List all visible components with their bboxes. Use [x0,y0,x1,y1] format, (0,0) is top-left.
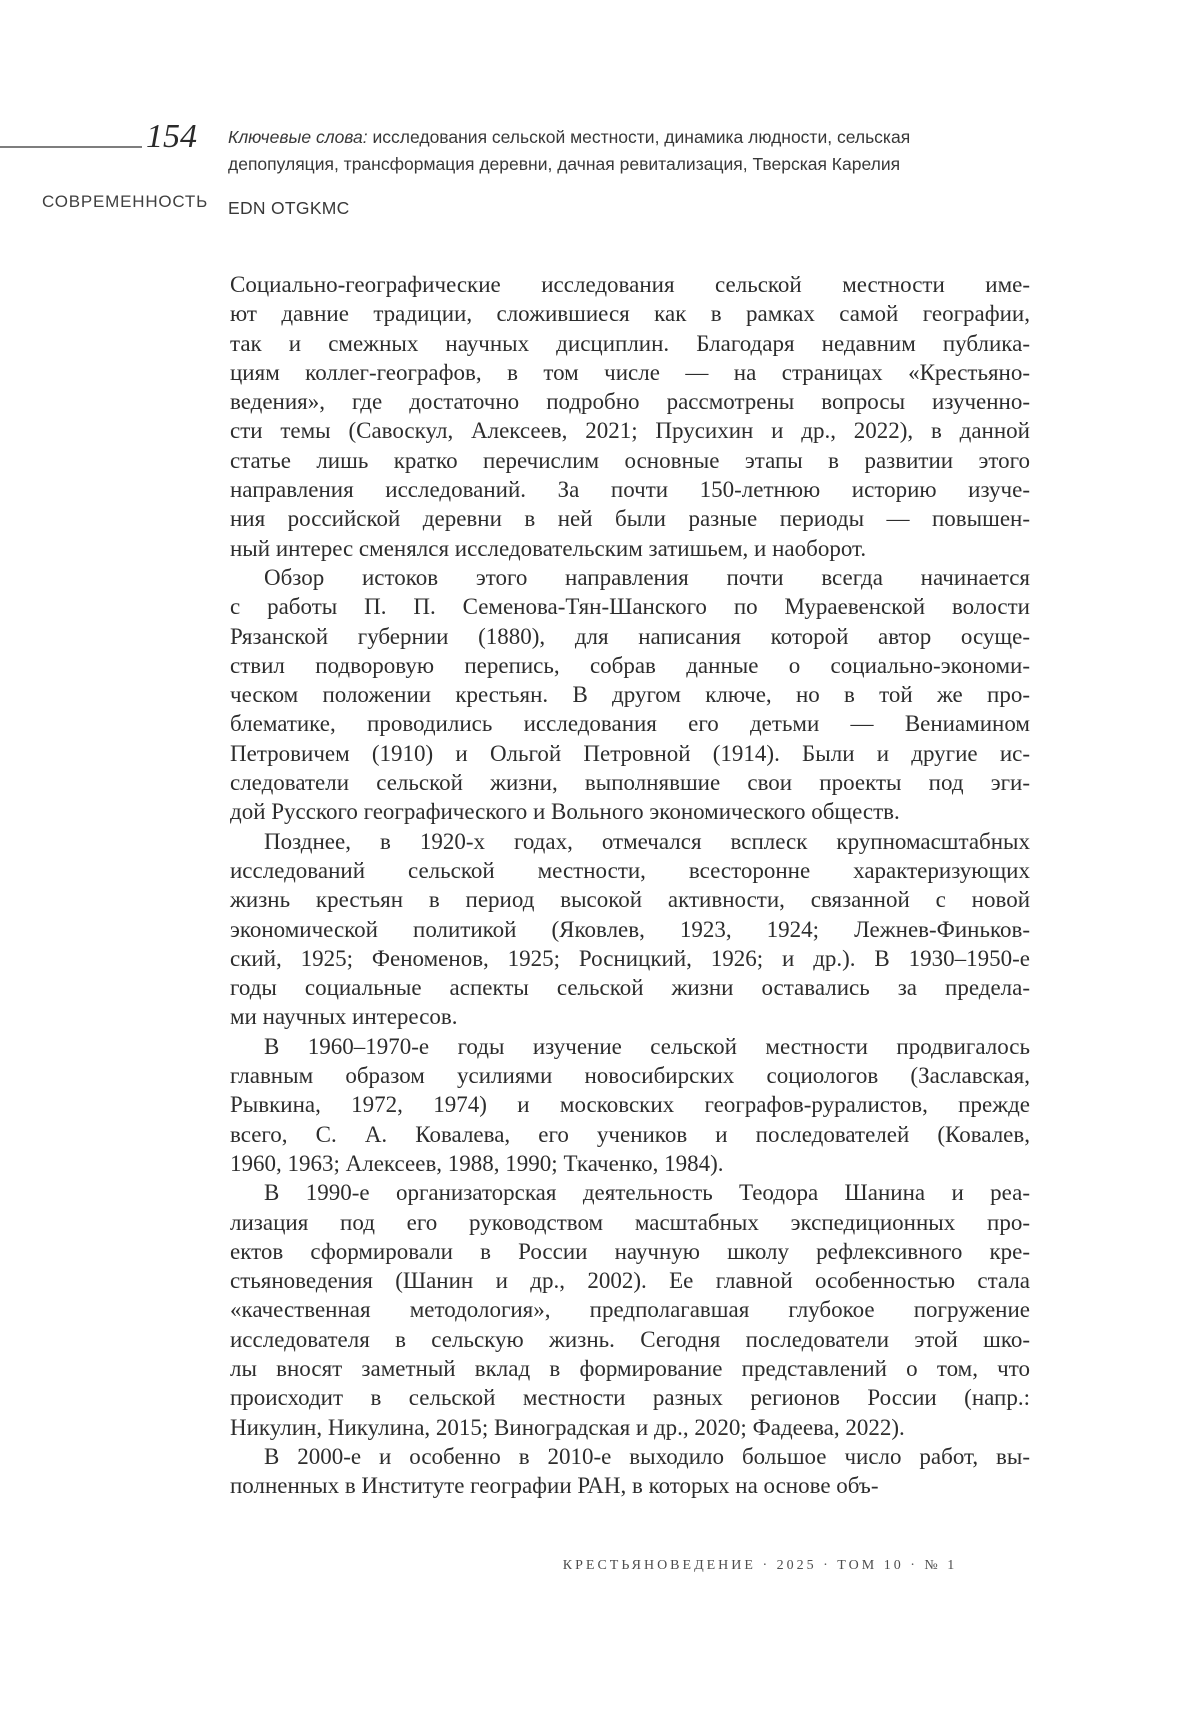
text-line: Никулин, Никулина, 2015; Виноградская и др., 2020; Фадеева, 2022). [230,1414,905,1440]
text-line: ческом положении крестьян. В другом ключе, но в той же про- [230,682,1030,708]
section-label: СОВРЕМЕННОСТЬ [42,192,209,211]
text-line: исследований сельской местности, всесторонне характеризующих [230,857,1030,883]
text-line: ствил подворовую перепись, собрав данные о социально-экономи- [230,652,1030,678]
keywords-label: Ключевые слова: [228,127,368,147]
page-number: 154 [146,118,197,155]
text-line: лизация под его руководством масштабных экспедиционных про- [230,1209,1030,1235]
text-line: ный интерес сменялся исследовательским затишьем, и наоборот. [230,535,867,561]
text-line: сти темы (Савоскул, Алексеев, 2021; Прусихин и др., 2022), в данной [230,418,1030,444]
text-line: 1960, 1963; Алексеев, 1988, 1990; Ткаченко, 1984). [230,1150,724,1176]
text-line: лы вносят заметный вклад в формирование представлений о том, что [230,1355,1030,1381]
paragraph [230,1178,1030,1442]
text-line: всего, С. А. Ковалева, его учеников и последователей (Ковалев, [230,1121,1030,1147]
paragraph [230,827,1030,1032]
text-line: ния российской деревни в ней были разные периоды — повышен- [230,506,1030,532]
text-line: Позднее, в 1920-х годах, отмечался всплеск крупномасштабных [264,828,1030,854]
text-line: Социально-географические исследования сельской местности име- [230,272,1030,297]
text-line: ский, 1925; Феноменов, 1925; Росницкий, 1926; и др.). В 1930–1950-е [230,945,1030,971]
text-line: Петровичем (1910) и Ольгой Петровной (1914). Были и другие ис- [230,740,1030,766]
text-line: годы социальные аспекты сельской жизни оставались за предела- [230,975,1030,1001]
header-rule [0,146,142,148]
article-body [230,270,1030,1500]
journal-footer: КРЕСТЬЯНОВЕДЕНИЕ · 2025 · ТОМ 10 · № 1 [562,1558,958,1573]
text-line: так и смежных научных дисциплин. Благодаря недавним публика- [230,330,1030,356]
text-line: циям коллег-географов, в том числе — на страницах «Крестьяно- [230,359,1030,385]
text-line: дой Русского географического и Вольного экономического обществ. [230,799,900,825]
text-line: исследователя в сельскую жизнь. Сегодня последователи этой шко- [230,1326,1030,1352]
paragraph [230,1032,1030,1178]
keywords-text: исследования сельской местности, динамика людности, сельская депопуляция, трансформация деревни, дачная ревитализация, Тверская Карелия [228,127,911,174]
text-line: направления исследований. За почти 150-летнюю историю изуче- [230,477,1030,503]
paragraph [230,270,1030,563]
text-line: экономической политикой (Яковлев, 1923, 1924; Лежнев-Финьков- [230,916,1030,942]
text-line: статье лишь кратко перечислим основные этапы в развитии этого [230,447,1030,473]
text-line: следователи сельской жизни, выполнявшие свои проекты под эги- [230,770,1030,796]
text-line: В 2000-е и особенно в 2010-е выходило большое число работ, вы- [264,1443,1030,1469]
text-line: жизнь крестьян в период высокой активности, связанной с новой [230,887,1030,913]
text-line: происходит в сельской местности разных регионов России (напр.: [230,1385,1030,1411]
paragraph [230,563,1030,827]
text-line: блематике, проводились исследования его детьми — Вениамином [230,711,1030,737]
keywords-block [228,124,952,178]
text-line: стьяноведения (Шанин и др., 2002). Ее главной особенностью стала [230,1268,1030,1294]
text-line: «качественная методология», предполагавшая глубокое погружение [230,1297,1030,1323]
paragraph [230,1442,1030,1501]
text-line: Рязанской губернии (1880), для написания которой автор осуще- [230,623,1030,649]
edn-code: EDN OTGKMC [228,198,350,218]
text-line: Обзор истоков этого направления почти всегда начинается [264,564,1030,590]
text-line: ведения», где достаточно подробно рассмотрены вопросы изученно- [230,389,1030,415]
text-line: ют давние традиции, сложившиеся как в рамках самой географии, [230,301,1030,327]
text-line: Рывкина, 1972, 1974) и московских географов-руралистов, прежде [230,1092,1030,1118]
text-line: ектов сформировали в России научную школу рефлексивного кре- [230,1238,1030,1264]
text-line: главным образом усилиями новосибирских социологов (Заславская, [230,1063,1030,1089]
text-line: полненных в Институте географии РАН, в которых на основе объ- [230,1473,879,1499]
text-line: ми научных интересов. [230,1004,458,1030]
text-line: с работы П. П. Семенова-Тян-Шанского по Мураевенской волости [230,594,1030,620]
text-line: В 1960–1970-е годы изучение сельской местности продвигалось [264,1033,1030,1059]
text-line: В 1990-е организаторская деятельность Теодора Шанина и реа- [264,1180,1030,1206]
